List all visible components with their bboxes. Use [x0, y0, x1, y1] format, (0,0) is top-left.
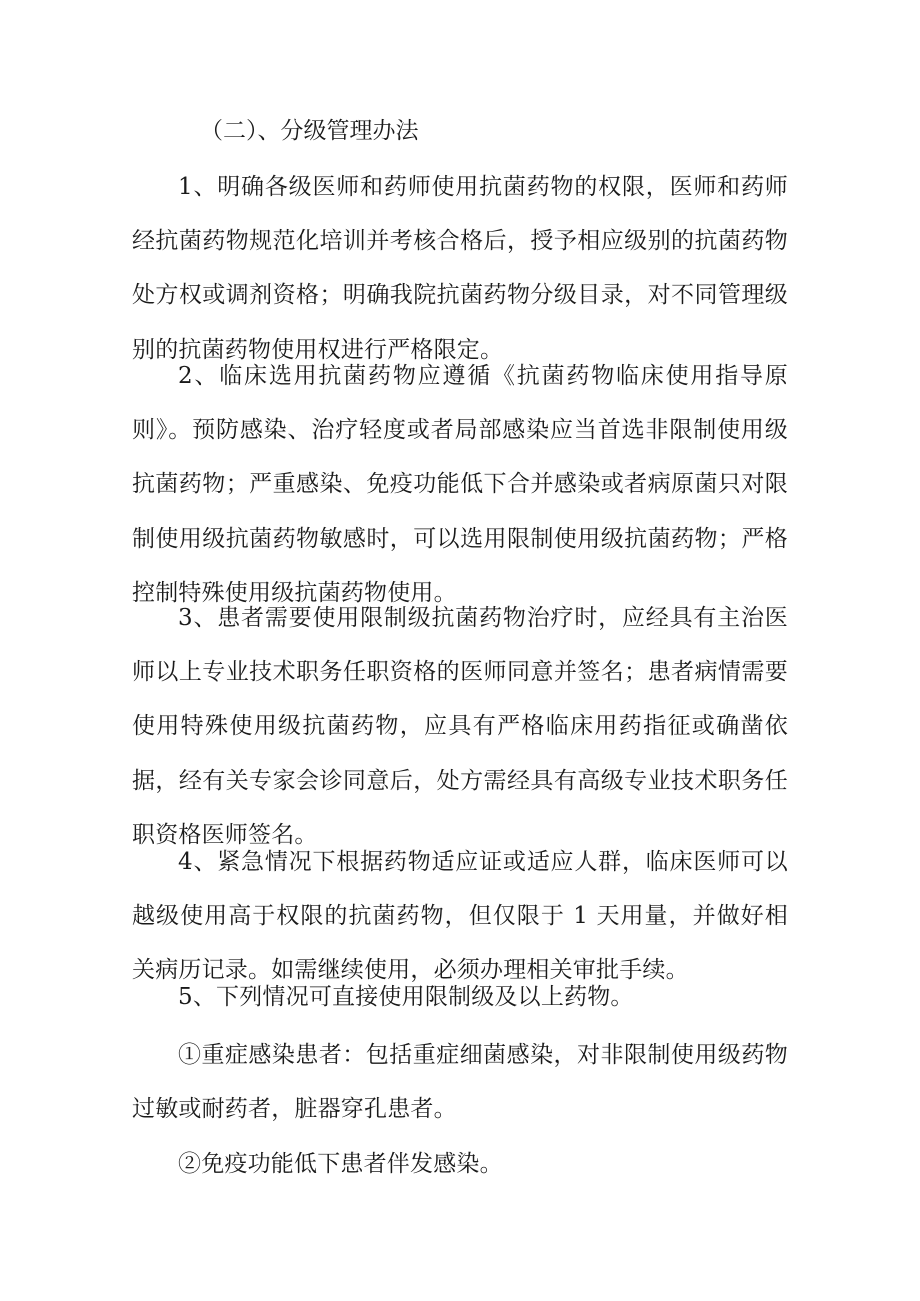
paragraph-7: ②免疫功能低下患者伴发感染。 — [178, 1151, 503, 1177]
paragraph-5: 5、下列情况可直接使用限制级及以上药物。 — [178, 984, 634, 1010]
paragraph-2: 2、临床选用抗菌药物应遵循《抗菌药物临床使用指导原则》。预防感染、治疗轻度或者局部感染应当首选非限制使用级抗菌药物；严重感染、免疫功能低下合并感染或者病原菌只对限制使用级抗菌药物敏感时，可以选用限制使用级抗菌药物；严格控制特殊使用级抗菌药物使用。 — [132, 363, 788, 606]
paragraph-3: 3、患者需要使用限制级抗菌药物治疗时，应经具有主治医师以上专业技术职务任职资格的医师同意并签名；患者病情需要使用特殊使用级抗菌药物，应具有严格临床用药指征或确凿依据，经有关专家会诊同意后，处方需经具有高级专业技术职务任职资格医师签名。 — [132, 605, 788, 848]
paragraph-6: ①重症感染患者：包括重症细菌感染，对非限制使用级药物过敏或耐药者，脏器穿孔患者。 — [132, 1042, 788, 1123]
paragraph-1: 1、明确各级医师和药师使用抗菌药物的权限，医师和药师经抗菌药物规范化培训并考核合格后，授予相应级别的抗菌药物处方权或调剂资格；明确我院抗菌药物分级目录，对不同管理级别的抗菌药物使用权进行严格限定。 — [132, 174, 788, 363]
section-heading: （二）、分级管理办法 — [200, 118, 419, 144]
paragraph-4: 4、紧急情况下根据药物适应证或适应人群，临床医师可以越级使用高于权限的抗菌药物，但仅限于 1 天用量，并做好相关病历记录。如需继续使用，必须办理相关审批手续。 — [132, 849, 788, 984]
